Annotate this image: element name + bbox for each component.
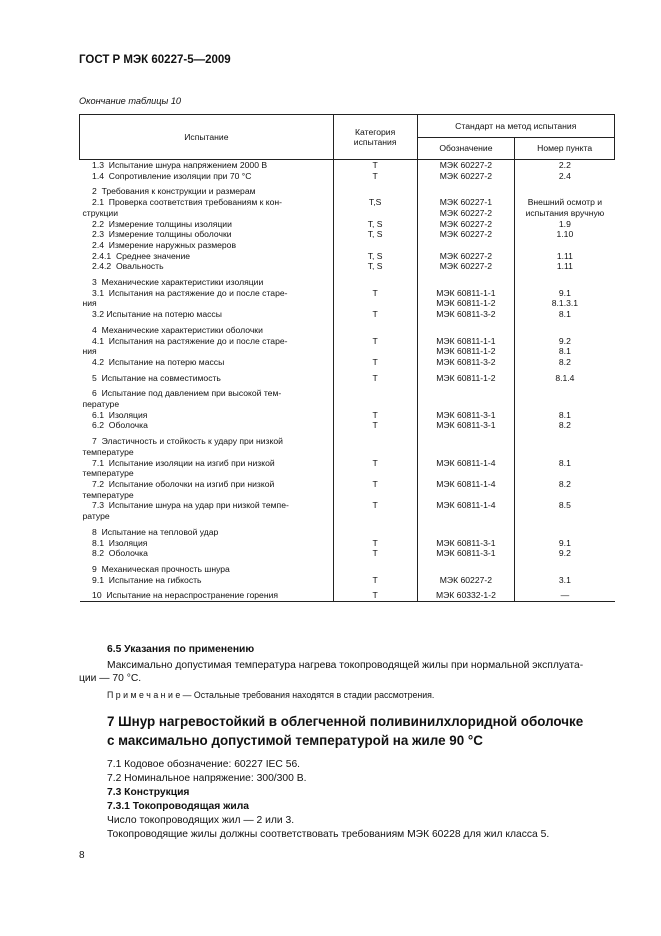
cell-test: 3.2 Испытание на потерю массы (80, 309, 334, 320)
cell-category (333, 240, 417, 251)
table-row (80, 447, 615, 458)
section-6-5-heading: 6.5 Указания по применению (107, 644, 255, 655)
cell-clause: 3.1 (558, 574, 571, 585)
table-row (80, 208, 615, 219)
cell-clause (515, 468, 615, 479)
cell-category: Т (333, 288, 417, 299)
cell-designation (417, 468, 515, 479)
cell-designation (417, 511, 515, 522)
table-row (80, 468, 615, 479)
cell-designation: МЭК 60811-1-2 (417, 298, 515, 309)
cell-clause (515, 388, 615, 399)
cell-category: Т (333, 373, 417, 384)
cell-test: 2.4.2 Овальность (80, 261, 334, 272)
cell-category: Т (333, 548, 417, 559)
test-table (79, 114, 615, 602)
cell-category: Т (333, 336, 417, 347)
cell-test: ния (80, 298, 334, 309)
cell-category: Т (333, 590, 417, 601)
cell-category: Т (333, 575, 417, 586)
table-row (80, 564, 615, 575)
table-row (80, 458, 615, 469)
cell-test: 2.4.1 Среднее значение (80, 251, 334, 262)
h-7-3: 7.3 Конструкция (107, 787, 190, 798)
cell-category: Т (333, 500, 417, 511)
cell-category: Т (333, 160, 417, 171)
cell-category (333, 564, 417, 575)
table-row (80, 388, 615, 399)
cell-clause: 8.1 (558, 457, 571, 468)
cell-clause (515, 564, 615, 575)
cell-designation: МЭК 60811-1-4 (417, 458, 515, 469)
cell-designation: МЭК 60811-3-1 (417, 538, 515, 549)
header-standard: Стандарт на метод испытания (417, 115, 614, 138)
cell-category: Т (333, 458, 417, 469)
cell-category (333, 277, 417, 288)
cell-clause: 8.5 (558, 500, 571, 511)
cell-category: Т, S (333, 229, 417, 240)
cell-designation (417, 564, 515, 575)
cell-clause: 8.1 (558, 409, 571, 420)
cell-test: 9 Механическая прочность шнура (80, 564, 334, 575)
cell-test: 2 Требования к конструкции и размерам (80, 186, 334, 197)
header-designation: Обозначение (417, 138, 515, 160)
cell-clause (515, 436, 615, 447)
cell-designation: МЭК 60227-2 (417, 160, 515, 171)
table-row (80, 490, 615, 501)
cell-designation (417, 388, 515, 399)
cell-designation (417, 399, 515, 410)
table-row (80, 399, 615, 410)
cell-designation: МЭК 60811-3-2 (417, 357, 515, 368)
note: П р и м е ч а н и е — Остальные требования находятся в стадии рассмотрения. (107, 690, 435, 700)
cell-category (333, 436, 417, 447)
cell-clause: 1.10 (556, 229, 574, 240)
table-row (80, 346, 615, 357)
cell-test: 1.4 Сопротивление изоляции при 70 °С (80, 171, 334, 182)
table-row (80, 336, 615, 347)
cell-clause: 8.1.4 (555, 372, 575, 383)
table-row (80, 538, 615, 549)
cell-category: Т (333, 410, 417, 421)
cell-category (333, 490, 417, 501)
cell-designation: МЭК 60332-1-2 (417, 590, 515, 601)
cell-test: 9.1 Испытание на гибкость (80, 575, 334, 586)
cell-category (333, 298, 417, 309)
table-row (80, 240, 615, 251)
cell-category (333, 388, 417, 399)
cell-clause: 2.4 (558, 170, 571, 181)
cell-clause: 9.1 (558, 287, 571, 298)
cell-designation: МЭК 60227-1 (417, 197, 515, 208)
cell-category: Т,S (333, 197, 417, 208)
cell-designation (417, 240, 515, 251)
cell-test: 4 Механические характеристики оболочки (80, 325, 334, 336)
cell-clause (515, 399, 615, 410)
cell-designation: МЭК 60811-1-1 (417, 288, 515, 299)
table-row (80, 511, 615, 522)
table-row (80, 309, 615, 320)
table-row (80, 298, 615, 309)
cell-designation: МЭК 60811-1-1 (417, 336, 515, 347)
cell-test: 1.3 Испытание шнура напряжением 2000 В (80, 160, 334, 171)
cell-category: Т (333, 357, 417, 368)
cell-clause (515, 490, 615, 501)
table-row (80, 160, 615, 171)
cell-category: Т (333, 479, 417, 490)
cell-test: 5 Испытание на совместимость (80, 373, 334, 384)
cell-test: температуре (80, 447, 334, 458)
cell-clause: 1.11 (556, 261, 573, 272)
cell-designation: МЭК 60811-3-1 (417, 420, 515, 431)
cell-clause: 2.2 (558, 160, 571, 170)
cell-category (333, 399, 417, 410)
cell-clause: 8.2 (558, 356, 571, 367)
cell-test: 3.1 Испытания на растяжение до и после старе- (80, 288, 334, 299)
cell-test: 3 Механические характеристики изоляции (80, 277, 334, 288)
cell-test: 6.2 Оболочка (80, 420, 334, 431)
cell-test: 8.2 Оболочка (80, 548, 334, 559)
cell-clause (515, 186, 615, 197)
cell-clause: 8.1.3.1 (551, 298, 579, 309)
cell-designation (417, 436, 515, 447)
table-row (80, 527, 615, 538)
table-row (80, 229, 615, 240)
table-row (80, 277, 615, 288)
cell-designation: МЭК 60811-3-1 (417, 548, 515, 559)
cell-category: Т (333, 309, 417, 320)
section-7-title-2: с максимально допустимой температурой на жиле 90 °С (107, 733, 483, 748)
cell-clause (515, 511, 615, 522)
cell-designation: МЭК 60227-2 (417, 219, 515, 230)
cell-category: Т, S (333, 261, 417, 272)
cell-clause: 9.2 (558, 548, 571, 559)
table-row (80, 325, 615, 336)
cell-clause: 8.2 (558, 420, 571, 431)
p-conductor-count: Число токопроводящих жил — 2 или 3. (107, 815, 295, 826)
section-6-5-text-2: ции — 70 °С. (79, 673, 142, 684)
cell-clause: 8.1 (558, 309, 571, 320)
table-row (80, 479, 615, 490)
cell-clause: испытания вручную (525, 207, 605, 218)
cell-test: 2.3 Измерение толщины оболочки (80, 229, 334, 240)
cell-test: 4.1 Испытания на растяжение до и после старе- (80, 336, 334, 347)
cell-clause (515, 277, 615, 288)
cell-category (333, 447, 417, 458)
document-header: ГОСТ Р МЭК 60227-5—2009 (79, 54, 231, 66)
p-conductor-requirement: Токопроводящие жилы должны соответствовать требованиям МЭК 60228 для жил класса 5. (107, 829, 550, 840)
page-number: 8 (79, 850, 85, 861)
h-7-3-1: 7.3.1 Токопроводящая жила (107, 801, 249, 812)
cell-test: 7 Эластичность и стойкость к удару при низкой (80, 436, 334, 447)
cell-test: ратуре (80, 511, 334, 522)
cell-designation (417, 447, 515, 458)
cell-test: 6 Испытание под давлением при высокой тем- (80, 388, 334, 399)
table-row (80, 288, 615, 299)
table-row (80, 373, 615, 384)
cell-clause (515, 527, 615, 538)
cell-clause: 1.9 (558, 218, 571, 229)
cell-clause: 1.11 (556, 250, 573, 261)
cell-clause (515, 240, 615, 251)
cell-clause: 9.1 (558, 537, 571, 548)
p-7-2: 7.2 Номинальное напряжение: 300/300 В. (107, 773, 307, 784)
cell-category (333, 208, 417, 219)
cell-designation: МЭК 60811-1-2 (417, 346, 515, 357)
cell-test: температуре (80, 468, 334, 479)
cell-designation: МЭК 60811-3-1 (417, 410, 515, 421)
header-clause: Номер пункта (515, 138, 615, 160)
p-7-1: 7.1 Кодовое обозначение: 60227 IEC 56. (107, 759, 301, 770)
cell-test: 7.3 Испытание шнура на удар при низкой темпе- (80, 500, 334, 511)
table-row (80, 251, 615, 262)
cell-test: 4.2 Испытание на потерю массы (80, 357, 334, 368)
cell-test: 7.1 Испытание изоляции на изгиб при низкой (80, 458, 334, 469)
cell-category: Т (333, 538, 417, 549)
cell-test: 2.2 Измерение толщины изоляции (80, 219, 334, 230)
cell-category (333, 511, 417, 522)
cell-designation (417, 277, 515, 288)
cell-test: 8.1 Изоляция (80, 538, 334, 549)
table-row (80, 436, 615, 447)
cell-category (333, 346, 417, 357)
table-row (80, 357, 615, 368)
table-row (80, 186, 615, 197)
cell-clause (515, 325, 615, 336)
cell-designation (417, 490, 515, 501)
cell-test: 6.1 Изоляция (80, 410, 334, 421)
cell-designation: МЭК 60227-2 (417, 171, 515, 182)
cell-designation: МЭК 60227-2 (417, 261, 515, 272)
cell-clause: — (515, 590, 615, 601)
cell-designation: МЭК 60227-2 (417, 575, 515, 586)
section-7-title-1: 7 Шнур нагревостойкий в облегченной поливинилхлоридной оболочке (107, 714, 584, 729)
header-test: Испытание (80, 115, 334, 160)
cell-test: пературе (80, 399, 334, 410)
cell-clause: 8.2 (558, 478, 571, 489)
table-row (80, 575, 615, 586)
cell-designation: МЭК 60227-2 (417, 208, 515, 219)
header-category: Категория испытания (333, 115, 417, 160)
cell-clause: 8.1 (558, 346, 571, 357)
table-body (80, 160, 615, 602)
table-row (80, 590, 615, 601)
cell-category (333, 325, 417, 336)
table-row (80, 171, 615, 182)
table-row (80, 420, 615, 431)
cell-designation: МЭК 60811-1-4 (417, 479, 515, 490)
cell-designation: МЭК 60811-3-2 (417, 309, 515, 320)
cell-test: ния (80, 346, 334, 357)
table-caption: Окончание таблицы 10 (79, 96, 182, 106)
cell-designation: МЭК 60811-1-2 (417, 373, 515, 384)
cell-test: струкции (80, 208, 334, 219)
cell-test: 2.4 Измерение наружных размеров (80, 240, 334, 251)
cell-clause: 9.2 (558, 335, 571, 346)
cell-designation (417, 325, 515, 336)
cell-category: Т, S (333, 251, 417, 262)
cell-designation: МЭК 60227-2 (417, 229, 515, 240)
table-row (80, 219, 615, 230)
table-row (80, 548, 615, 559)
cell-designation: МЭК 60811-1-4 (417, 500, 515, 511)
cell-category (333, 468, 417, 479)
cell-test: 7.2 Испытание оболочки на изгиб при низкой (80, 479, 334, 490)
table-row (80, 197, 615, 208)
cell-designation (417, 527, 515, 538)
cell-clause: Внешний осмотр и (527, 197, 603, 208)
cell-clause (515, 447, 615, 458)
cell-category (333, 186, 417, 197)
cell-category: Т (333, 171, 417, 182)
cell-designation (417, 186, 515, 197)
cell-test: 10 Испытание на нераспространение горения (80, 590, 334, 601)
table-row (80, 261, 615, 272)
cell-designation: МЭК 60227-2 (417, 251, 515, 262)
cell-test: 8 Испытание на тепловой удар (80, 527, 334, 538)
cell-test: 2.1 Проверка соответствия требованиям к кон- (80, 197, 334, 208)
cell-test: температуре (80, 490, 334, 501)
cell-category: Т, S (333, 219, 417, 230)
cell-category: Т (333, 420, 417, 431)
section-6-5-text-1: Максимально допустимая температура нагрева токопроводящей жилы при нормальной эксплуата- (107, 660, 584, 671)
table-row (80, 410, 615, 421)
cell-category (333, 527, 417, 538)
table-row (80, 500, 615, 511)
